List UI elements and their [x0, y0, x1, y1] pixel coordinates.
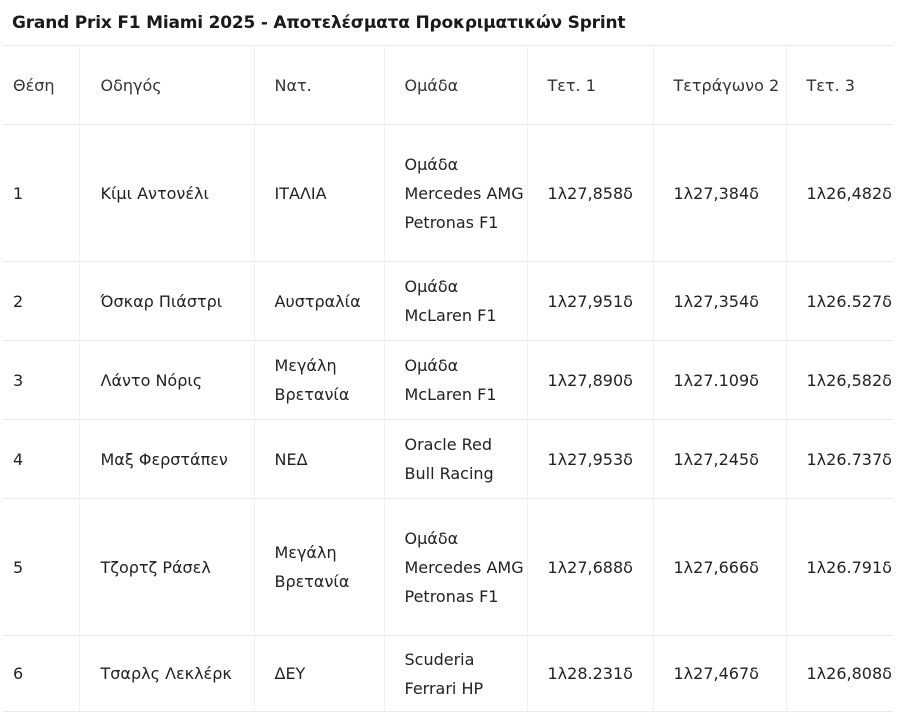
cell-q1: 1λ27,953δ: [527, 420, 653, 499]
cell-team: Oracle Red Bull Racing: [384, 420, 527, 499]
cell-driver: Λάντο Νόρις: [79, 341, 254, 420]
header-q3: Τετ. 3: [806, 75, 855, 95]
cell-driver: Τζορτζ Ράσελ: [79, 499, 254, 636]
cell-team: Ομάδα Mercedes AMG Petronas F1: [384, 499, 527, 636]
cell-nationality: ΝΕΔ: [254, 420, 384, 499]
cell-q3: 1λ26.791δ: [806, 557, 892, 577]
cell-q2: 1λ27,354δ: [653, 262, 786, 341]
header-q2: Τετράγωνο 2: [653, 46, 786, 125]
cell-driver: Όσκαρ Πιάστρι: [79, 262, 254, 341]
cell-q1: 1λ27,688δ: [527, 499, 653, 636]
table-row: [3, 499, 893, 636]
cell-nationality: ΙΤΑΛΙΑ: [254, 125, 384, 262]
cell-position: 6: [3, 636, 79, 712]
cell-nationality: ΔΕΥ: [254, 636, 384, 712]
cell-q3: 1λ26,582δ: [806, 370, 892, 390]
table-header-row: [3, 46, 893, 125]
cell-team: Ομάδα Mercedes AMG Petronas F1: [384, 125, 527, 262]
cell-team: Ομάδα McLaren F1: [384, 262, 527, 341]
cell-q1: 1λ27,951δ: [527, 262, 653, 341]
cell-q1: 1λ27,858δ: [527, 125, 653, 262]
cell-q3: 1λ26.527δ: [806, 291, 892, 311]
cell-team: Ομάδα McLaren F1: [384, 341, 527, 420]
cell-position: 4: [3, 420, 79, 499]
cell-driver: Τσαρλς Λεκλέρκ: [79, 636, 254, 712]
cell-driver: Κίμι Αντονέλι: [79, 125, 254, 262]
cell-nationality: Μεγάλη Βρετανία: [254, 499, 384, 636]
table-row: [3, 262, 893, 341]
cell-position: 1: [3, 125, 79, 262]
page-title: Grand Prix F1 Miami 2025 - Αποτελέσματα Προκριματικών Sprint: [12, 13, 626, 33]
cell-q2: 1λ27,384δ: [653, 125, 786, 262]
cell-driver: Μαξ Φερστάπεν: [79, 420, 254, 499]
cell-q1: 1λ28.231δ: [527, 636, 653, 712]
cell-q1: 1λ27,890δ: [527, 341, 653, 420]
header-position: Θέση: [3, 46, 79, 125]
table-row: [3, 636, 893, 712]
cell-position: 2: [3, 262, 79, 341]
cell-nationality: Μεγάλη Βρετανία: [254, 341, 384, 420]
table-row: [3, 341, 893, 420]
cell-q3: 1λ26.737δ: [806, 449, 892, 469]
cell-q3: 1λ26,482δ: [806, 183, 892, 203]
header-driver: Οδηγός: [79, 46, 254, 125]
header-team: Ομάδα: [384, 46, 527, 125]
cell-nationality: Αυστραλία: [254, 262, 384, 341]
cell-q2: 1λ27,666δ: [653, 499, 786, 636]
cell-q2: 1λ27.109δ: [653, 341, 786, 420]
cell-position: 3: [3, 341, 79, 420]
table-row: [3, 420, 893, 499]
table-row: [3, 125, 893, 262]
header-q1: Τετ. 1: [527, 46, 653, 125]
cell-team: Scuderia Ferrari HP: [384, 636, 527, 712]
cell-position: 5: [3, 499, 79, 636]
header-nationality: Νατ.: [254, 46, 384, 125]
cell-q2: 1λ27,467δ: [653, 636, 786, 712]
cell-q2: 1λ27,245δ: [653, 420, 786, 499]
cell-q3: 1λ26,808δ: [806, 664, 892, 683]
results-table: [3, 45, 893, 712]
